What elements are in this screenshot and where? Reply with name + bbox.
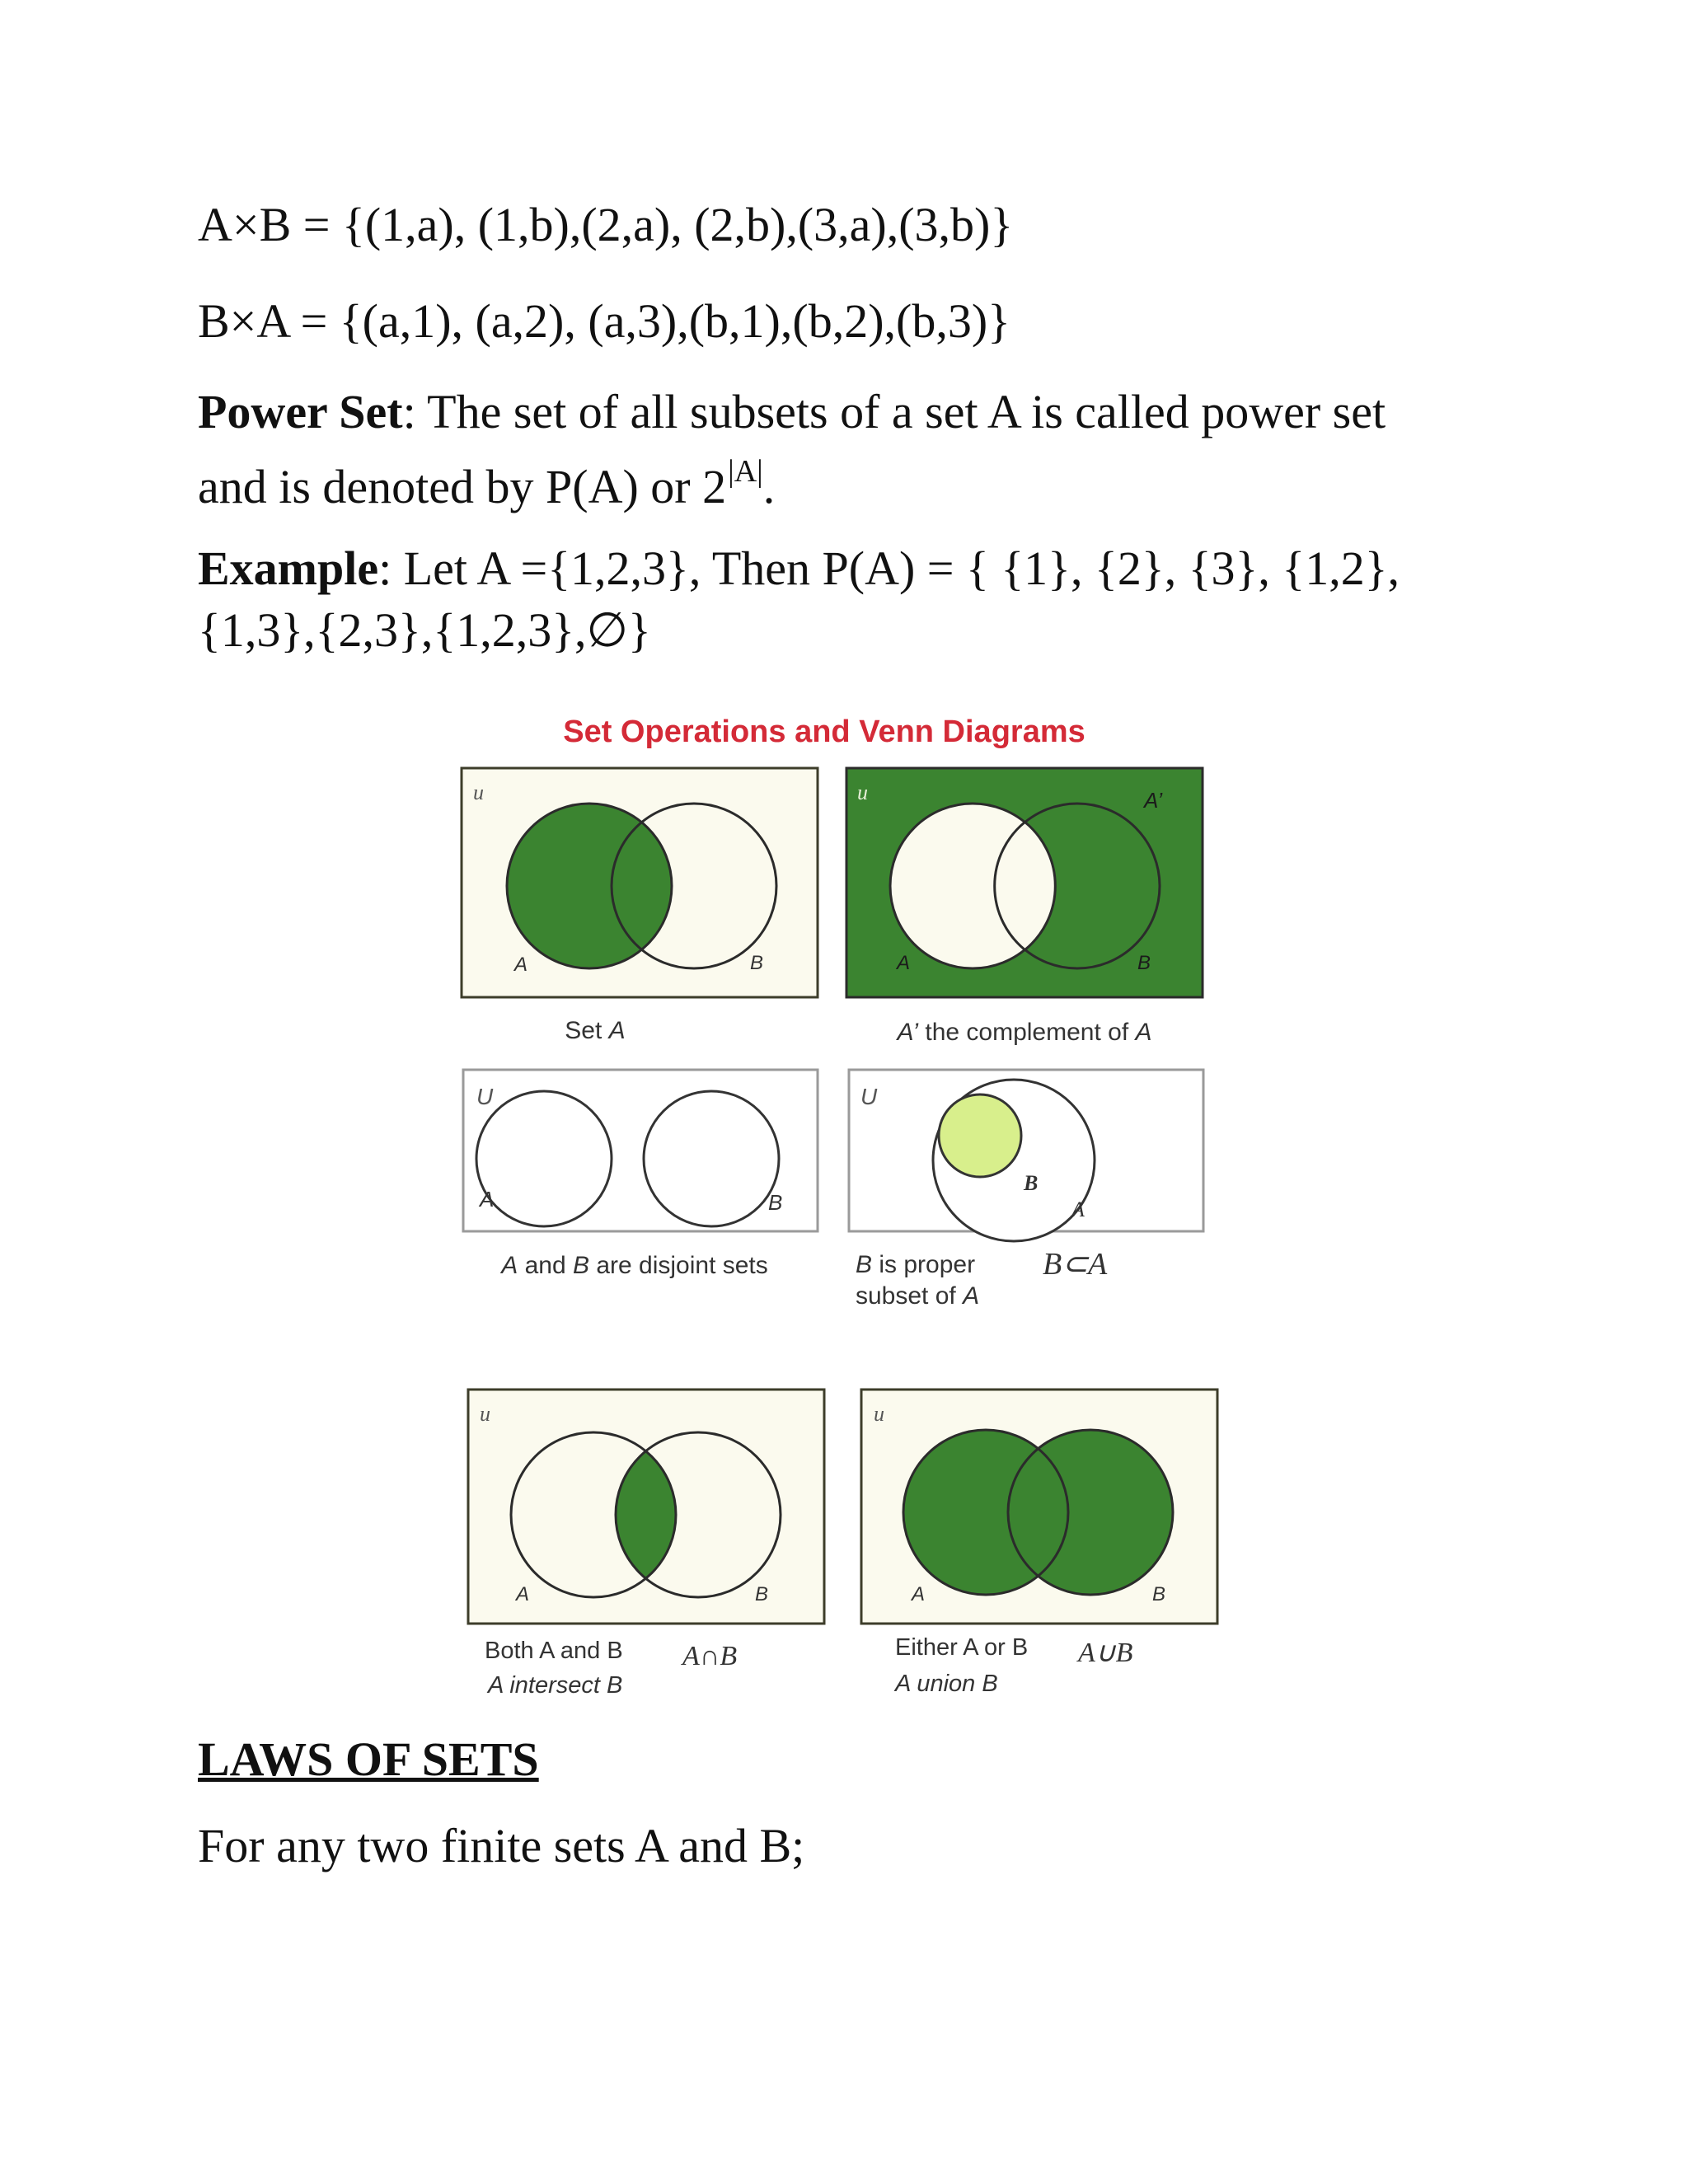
circle-a-filled <box>507 804 672 968</box>
panel-disjoint <box>463 1070 818 1279</box>
circle-a-label: A <box>514 954 528 976</box>
proper-subset-notation: B⊂A <box>1043 1247 1108 1282</box>
power-set-term: Power Set <box>198 385 403 438</box>
circle-b-label: B <box>768 1190 783 1215</box>
caption-proper-var2: A <box>963 1282 980 1310</box>
caption-disjoint-mid: and <box>518 1252 573 1279</box>
caption-complement-var2: A <box>1135 1019 1152 1046</box>
circle-b-label: B <box>1152 1583 1166 1605</box>
caption-union-2: A union B <box>895 1671 998 1697</box>
universe-label: u <box>874 1402 884 1426</box>
circle-b-inner <box>939 1094 1021 1177</box>
union-notation: A∪B <box>1078 1638 1133 1668</box>
caption-complement-mid: the complement of <box>918 1019 1136 1046</box>
circle-a-label: A <box>897 952 911 974</box>
caption-set-a-prefix: Set <box>565 1017 609 1044</box>
panel-complement <box>846 768 1203 1046</box>
caption-disjoint-var: A <box>501 1252 518 1279</box>
circle-b-label: B <box>1137 952 1151 974</box>
example-line-2 <box>198 602 651 659</box>
caption-proper-subset-2 <box>856 1282 979 1310</box>
power-set-line-2 <box>198 443 775 516</box>
universe-label: U <box>860 1084 878 1109</box>
caption-union-1: Either A or B <box>895 1634 1029 1661</box>
circle-b-label: B <box>755 1583 769 1605</box>
cardinality-exponent: |A| <box>728 454 763 489</box>
universe-label: U <box>476 1084 494 1109</box>
panel-set-a <box>462 768 818 1044</box>
caption-proper-var: B <box>856 1251 873 1278</box>
circle-a-disjoint <box>476 1091 612 1226</box>
caption-complement-var: A’ <box>897 1019 919 1046</box>
venn-diagrams-svg <box>445 692 1236 1714</box>
example-text: : Let A ={1,2,3}, Then P(A) = { {1}, {2}, {3}, {1,2}, <box>378 541 1400 595</box>
caption-set-a <box>565 1017 625 1044</box>
laws-of-sets-heading: LAWS OF SETS <box>198 1732 539 1786</box>
caption-disjoint <box>499 1252 768 1279</box>
caption-set-a-var: A <box>608 1017 626 1044</box>
universe-label: u <box>857 780 868 804</box>
caption-proper-line1: is proper <box>872 1251 976 1278</box>
power-set-definition: : The set of all subsets of a set A is called power set <box>402 385 1386 438</box>
example-term: Example <box>198 541 379 595</box>
caption-intersection-1: Both A and B <box>485 1638 623 1664</box>
power-set-line-1 <box>198 383 1386 441</box>
intersection-notation: A∩B <box>682 1641 738 1671</box>
example-line-1 <box>198 540 1400 598</box>
power-set-period: . <box>762 460 776 513</box>
figure-title: Set Operations and Venn Diagrams <box>563 715 1085 749</box>
complement-corner-label: A’ <box>1144 788 1163 813</box>
venn-diagrams-figure <box>445 692 1236 1714</box>
circle-a-label: A <box>1071 1197 1085 1221</box>
caption-proper-subset-1 <box>856 1251 975 1278</box>
laws-heading-line <box>198 1731 539 1788</box>
caption-proper-line2: subset of <box>856 1282 964 1310</box>
caption-complement <box>895 1019 1151 1046</box>
panel-union <box>861 1390 1217 1697</box>
cartesian-product-axb <box>198 196 1013 254</box>
cartesian-product-bxa <box>198 293 1010 350</box>
bxa-text: B×A = {(a,1), (a,2), (a,3),(b,1),(b,2),(b,3)} <box>198 294 1010 348</box>
panel-proper-subset <box>849 1070 1203 1310</box>
laws-intro-line <box>198 1817 804 1875</box>
laws-intro-text: For any two finite sets A and B; <box>198 1819 805 1872</box>
circle-a-label: A <box>912 1583 926 1605</box>
universe-label: u <box>473 780 484 804</box>
axb-text: A×B = {(1,a), (1,b),(2,a), (2,b),(3,a),(3,b)} <box>198 198 1014 251</box>
circle-a-label: A <box>516 1583 530 1605</box>
panel-intersection <box>468 1390 824 1699</box>
example-text-2: {1,3},{2,3},{1,2,3},∅} <box>198 603 651 657</box>
power-set-definition-2: and is denoted by P(A) or 2 <box>198 460 727 513</box>
circle-a-label: A <box>480 1187 495 1212</box>
circle-b-label: B <box>750 952 764 974</box>
caption-disjoint-var2: B <box>572 1252 589 1279</box>
circle-b-disjoint <box>644 1091 779 1226</box>
circle-b-label: B <box>1024 1171 1039 1195</box>
caption-intersection-2: A intersect B <box>488 1672 623 1699</box>
caption-disjoint-end: are disjoint sets <box>588 1252 768 1279</box>
universe-label: u <box>480 1402 490 1426</box>
